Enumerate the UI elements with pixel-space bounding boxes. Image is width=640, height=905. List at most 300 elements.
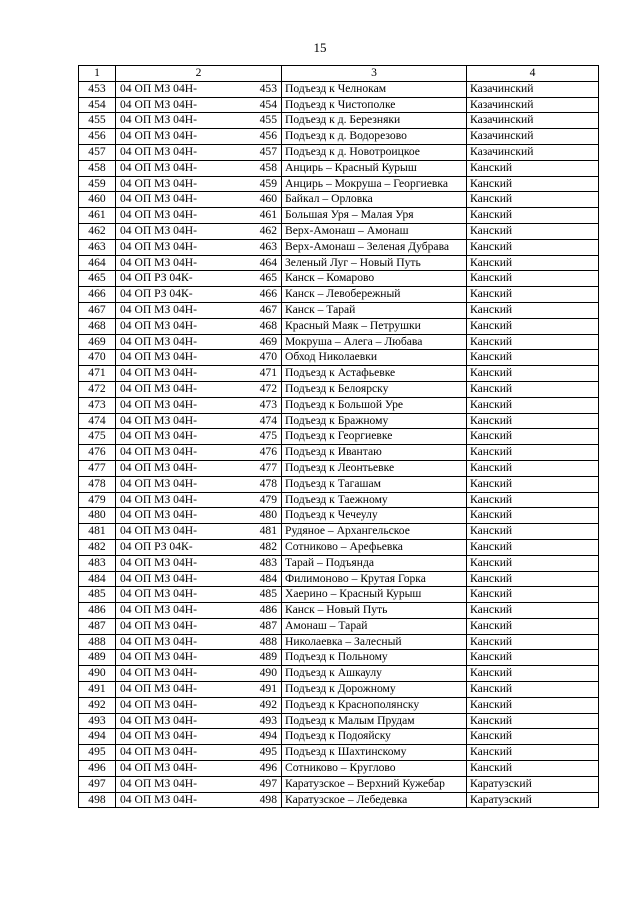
district-cell: Казачинский xyxy=(467,81,599,97)
road-code-index: 492 xyxy=(259,697,277,711)
road-code-index: 480 xyxy=(259,508,277,522)
road-code-prefix: 04 ОП МЗ 04Н- xyxy=(120,81,197,95)
road-code-cell xyxy=(116,618,282,634)
row-number-cell: 460 xyxy=(79,192,116,208)
road-name-cell: Верх-Амонаш – Зеленая Дубрава xyxy=(282,239,467,255)
road-code-index: 479 xyxy=(259,492,277,506)
road-code-cell xyxy=(116,776,282,792)
district-cell: Каратузский xyxy=(467,776,599,792)
road-code-cell xyxy=(116,492,282,508)
row-number-cell: 476 xyxy=(79,445,116,461)
table-header-row xyxy=(79,66,599,82)
table-row xyxy=(79,508,599,524)
road-name-cell: Хаерино – Красный Курыш xyxy=(282,587,467,603)
roads-table xyxy=(78,65,599,808)
road-code-cell xyxy=(116,555,282,571)
table-row xyxy=(79,302,599,318)
road-code-index: 453 xyxy=(259,81,277,95)
table-row xyxy=(79,445,599,461)
district-cell: Канский xyxy=(467,587,599,603)
row-number-cell: 477 xyxy=(79,460,116,476)
road-code-index: 495 xyxy=(259,745,277,759)
table-row xyxy=(79,745,599,761)
district-cell: Казачинский xyxy=(467,113,599,129)
road-code-index: 478 xyxy=(259,476,277,490)
row-number-cell: 487 xyxy=(79,618,116,634)
table-row xyxy=(79,761,599,777)
district-cell: Канский xyxy=(467,160,599,176)
road-name-cell: Каратузское – Верхний Кужебар xyxy=(282,776,467,792)
road-code-prefix: 04 ОП МЗ 04Н- xyxy=(120,223,197,237)
row-number-cell: 484 xyxy=(79,571,116,587)
district-cell: Канский xyxy=(467,508,599,524)
road-code-index: 483 xyxy=(259,555,277,569)
district-cell: Канский xyxy=(467,255,599,271)
road-code-prefix: 04 ОП МЗ 04Н- xyxy=(120,176,197,190)
road-code-cell xyxy=(116,745,282,761)
road-name-cell: Подъезд к Польному xyxy=(282,650,467,666)
road-code-cell xyxy=(116,476,282,492)
road-code-prefix: 04 ОП МЗ 04Н- xyxy=(120,618,197,632)
road-name-cell: Подъезд к Белоярску xyxy=(282,381,467,397)
table-row xyxy=(79,713,599,729)
row-number-cell: 471 xyxy=(79,366,116,382)
district-cell: Канский xyxy=(467,239,599,255)
row-number-cell: 459 xyxy=(79,176,116,192)
table-row xyxy=(79,618,599,634)
row-number-cell: 462 xyxy=(79,223,116,239)
row-number-cell: 458 xyxy=(79,160,116,176)
road-code-prefix: 04 ОП РЗ 04К- xyxy=(120,271,193,285)
road-name-cell: Подъезд к Георгиевке xyxy=(282,429,467,445)
district-cell: Канский xyxy=(467,287,599,303)
row-number-cell: 491 xyxy=(79,682,116,698)
table-row xyxy=(79,318,599,334)
table-row xyxy=(79,682,599,698)
road-code-cell xyxy=(116,97,282,113)
column-header: 2 xyxy=(116,66,282,82)
row-number-cell: 494 xyxy=(79,729,116,745)
row-number-cell: 474 xyxy=(79,413,116,429)
road-name-cell: Подъезд к д. Березняки xyxy=(282,113,467,129)
road-name-cell: Подъезд к Подояйску xyxy=(282,729,467,745)
road-name-cell: Подъезд к Чечеулу xyxy=(282,508,467,524)
road-code-cell xyxy=(116,129,282,145)
road-code-prefix: 04 ОП МЗ 04Н- xyxy=(120,239,197,253)
district-cell: Канский xyxy=(467,682,599,698)
road-code-prefix: 04 ОП РЗ 04К- xyxy=(120,287,193,301)
road-name-cell: Подъезд к Тагашам xyxy=(282,476,467,492)
page-number: 15 xyxy=(313,40,327,55)
district-cell: Канский xyxy=(467,381,599,397)
district-cell: Канский xyxy=(467,729,599,745)
table-row xyxy=(79,539,599,555)
road-code-cell xyxy=(116,271,282,287)
table-row xyxy=(79,571,599,587)
table-row xyxy=(79,650,599,666)
column-header: 1 xyxy=(79,66,116,82)
row-number-cell: 453 xyxy=(79,81,116,97)
road-code-index: 489 xyxy=(259,650,277,664)
road-name-cell: Канск – Левобережный xyxy=(282,287,467,303)
district-cell: Канский xyxy=(467,302,599,318)
road-code-prefix: 04 ОП МЗ 04Н- xyxy=(120,776,197,790)
road-code-cell xyxy=(116,697,282,713)
district-cell: Канский xyxy=(467,366,599,382)
road-code-prefix: 04 ОП МЗ 04Н- xyxy=(120,334,197,348)
road-code-cell xyxy=(116,239,282,255)
table-row xyxy=(79,350,599,366)
district-cell: Канский xyxy=(467,445,599,461)
district-cell: Канский xyxy=(467,745,599,761)
table-row xyxy=(79,492,599,508)
row-number-cell: 483 xyxy=(79,555,116,571)
road-name-cell: Байкал – Орловка xyxy=(282,192,467,208)
road-name-cell: Обход Николаевки xyxy=(282,350,467,366)
road-code-cell xyxy=(116,508,282,524)
road-code-cell xyxy=(116,524,282,540)
road-name-cell: Канск – Новый Путь xyxy=(282,603,467,619)
district-cell: Канский xyxy=(467,761,599,777)
road-code-index: 491 xyxy=(259,682,277,696)
table-row xyxy=(79,81,599,97)
road-code-index: 485 xyxy=(259,587,277,601)
district-cell: Канский xyxy=(467,492,599,508)
table-row xyxy=(79,524,599,540)
road-code-prefix: 04 ОП МЗ 04Н- xyxy=(120,192,197,206)
road-name-cell: Амонаш – Тарай xyxy=(282,618,467,634)
road-name-cell: Сотниково – Арефьевка xyxy=(282,539,467,555)
district-cell: Канский xyxy=(467,397,599,413)
row-number-cell: 467 xyxy=(79,302,116,318)
road-code-cell xyxy=(116,302,282,318)
road-code-cell xyxy=(116,429,282,445)
road-name-cell: Мокруша – Алега – Любава xyxy=(282,334,467,350)
row-number-cell: 497 xyxy=(79,776,116,792)
road-code-prefix: 04 ОП МЗ 04Н- xyxy=(120,413,197,427)
road-code-prefix: 04 ОП МЗ 04Н- xyxy=(120,587,197,601)
table-row xyxy=(79,129,599,145)
road-code-cell xyxy=(116,682,282,698)
road-code-cell xyxy=(116,350,282,366)
district-cell: Канский xyxy=(467,539,599,555)
road-code-prefix: 04 ОП МЗ 04Н- xyxy=(120,492,197,506)
column-header: 3 xyxy=(282,66,467,82)
road-code-index: 465 xyxy=(259,271,277,285)
table-row xyxy=(79,381,599,397)
road-code-index: 471 xyxy=(259,366,277,380)
district-cell: Каратузский xyxy=(467,792,599,808)
road-code-cell xyxy=(116,792,282,808)
road-code-prefix: 04 ОП МЗ 04Н- xyxy=(120,650,197,664)
row-number-cell: 465 xyxy=(79,271,116,287)
table-row xyxy=(79,413,599,429)
row-number-cell: 461 xyxy=(79,208,116,224)
district-cell: Канский xyxy=(467,334,599,350)
district-cell: Канский xyxy=(467,634,599,650)
row-number-cell: 472 xyxy=(79,381,116,397)
row-number-cell: 455 xyxy=(79,113,116,129)
table-row xyxy=(79,144,599,160)
road-name-cell: Канск – Тарай xyxy=(282,302,467,318)
road-code-index: 490 xyxy=(259,666,277,680)
row-number-cell: 485 xyxy=(79,587,116,603)
district-cell: Канский xyxy=(467,666,599,682)
road-code-cell xyxy=(116,713,282,729)
district-cell: Канский xyxy=(467,555,599,571)
row-number-cell: 456 xyxy=(79,129,116,145)
district-cell: Канский xyxy=(467,350,599,366)
road-code-prefix: 04 ОП МЗ 04Н- xyxy=(120,792,197,806)
table-row xyxy=(79,476,599,492)
road-code-prefix: 04 ОП МЗ 04Н- xyxy=(120,397,197,411)
district-cell: Канский xyxy=(467,318,599,334)
table-row xyxy=(79,97,599,113)
district-cell: Канский xyxy=(467,413,599,429)
road-code-index: 468 xyxy=(259,318,277,332)
row-number-cell: 495 xyxy=(79,745,116,761)
table-body xyxy=(79,81,599,808)
row-number-cell: 489 xyxy=(79,650,116,666)
road-code-index: 464 xyxy=(259,255,277,269)
road-code-index: 462 xyxy=(259,223,277,237)
road-code-cell xyxy=(116,445,282,461)
road-code-index: 493 xyxy=(259,713,277,727)
district-cell: Канский xyxy=(467,192,599,208)
road-code-index: 459 xyxy=(259,176,277,190)
road-code-prefix: 04 ОП МЗ 04Н- xyxy=(120,366,197,380)
road-name-cell: Рудяное – Архангельское xyxy=(282,524,467,540)
road-code-index: 467 xyxy=(259,302,277,316)
road-name-cell: Филимоново – Крутая Горка xyxy=(282,571,467,587)
row-number-cell: 481 xyxy=(79,524,116,540)
road-code-prefix: 04 ОП МЗ 04Н- xyxy=(120,318,197,332)
district-cell: Канский xyxy=(467,271,599,287)
road-code-prefix: 04 ОП МЗ 04Н- xyxy=(120,208,197,222)
road-code-prefix: 04 ОП МЗ 04Н- xyxy=(120,745,197,759)
row-number-cell: 463 xyxy=(79,239,116,255)
table-row xyxy=(79,792,599,808)
district-cell: Казачинский xyxy=(467,144,599,160)
road-name-cell: Подъезд к д. Новотроицкое xyxy=(282,144,467,160)
district-cell: Канский xyxy=(467,603,599,619)
road-code-index: 496 xyxy=(259,761,277,775)
row-number-cell: 482 xyxy=(79,539,116,555)
road-code-cell xyxy=(116,81,282,97)
road-name-cell: Зеленый Луг – Новый Путь xyxy=(282,255,467,271)
table-row xyxy=(79,239,599,255)
district-cell: Казачинский xyxy=(467,129,599,145)
district-cell: Канский xyxy=(467,618,599,634)
table-row xyxy=(79,776,599,792)
table-row xyxy=(79,334,599,350)
road-code-index: 466 xyxy=(259,287,277,301)
road-name-cell: Подъезд к Челнокам xyxy=(282,81,467,97)
road-code-index: 469 xyxy=(259,334,277,348)
road-name-cell: Сотниково – Круглово xyxy=(282,761,467,777)
road-code-prefix: 04 ОП МЗ 04Н- xyxy=(120,508,197,522)
road-name-cell: Подъезд к Чистополке xyxy=(282,97,467,113)
row-number-cell: 480 xyxy=(79,508,116,524)
road-code-cell xyxy=(116,318,282,334)
road-code-prefix: 04 ОП МЗ 04Н- xyxy=(120,713,197,727)
table-row xyxy=(79,603,599,619)
road-code-cell xyxy=(116,587,282,603)
road-name-cell: Каратузское – Лебедевка xyxy=(282,792,467,808)
road-code-index: 477 xyxy=(259,460,277,474)
district-cell: Канский xyxy=(467,713,599,729)
road-code-cell xyxy=(116,287,282,303)
road-name-cell: Подъезд к Леонтьевке xyxy=(282,460,467,476)
road-code-index: 474 xyxy=(259,413,277,427)
road-code-index: 454 xyxy=(259,97,277,111)
road-code-cell xyxy=(116,413,282,429)
road-code-index: 482 xyxy=(259,539,277,553)
road-code-cell xyxy=(116,761,282,777)
row-number-cell: 492 xyxy=(79,697,116,713)
road-name-cell: Подъезд к Дорожному xyxy=(282,682,467,698)
table-row xyxy=(79,113,599,129)
table-row xyxy=(79,429,599,445)
road-code-prefix: 04 ОП МЗ 04Н- xyxy=(120,445,197,459)
road-code-index: 475 xyxy=(259,429,277,443)
road-name-cell: Большая Уря – Малая Уря xyxy=(282,208,467,224)
road-code-prefix: 04 ОП МЗ 04Н- xyxy=(120,697,197,711)
road-code-prefix: 04 ОП МЗ 04Н- xyxy=(120,144,197,158)
district-cell: Канский xyxy=(467,571,599,587)
table-row xyxy=(79,729,599,745)
row-number-cell: 475 xyxy=(79,429,116,445)
table-row xyxy=(79,366,599,382)
row-number-cell: 468 xyxy=(79,318,116,334)
table-row xyxy=(79,587,599,603)
row-number-cell: 493 xyxy=(79,713,116,729)
district-cell: Канский xyxy=(467,697,599,713)
table-row xyxy=(79,397,599,413)
road-code-cell xyxy=(116,539,282,555)
road-code-cell xyxy=(116,381,282,397)
road-code-index: 484 xyxy=(259,571,277,585)
table-row xyxy=(79,697,599,713)
road-code-index: 463 xyxy=(259,239,277,253)
district-cell: Канский xyxy=(467,208,599,224)
row-number-cell: 490 xyxy=(79,666,116,682)
road-code-cell xyxy=(116,571,282,587)
road-code-prefix: 04 ОП МЗ 04Н- xyxy=(120,476,197,490)
district-cell: Канский xyxy=(467,460,599,476)
road-code-cell xyxy=(116,160,282,176)
road-code-index: 461 xyxy=(259,208,277,222)
table-row xyxy=(79,666,599,682)
road-name-cell: Анцирь – Красный Курыш xyxy=(282,160,467,176)
road-code-prefix: 04 ОП МЗ 04Н- xyxy=(120,460,197,474)
road-code-index: 470 xyxy=(259,350,277,364)
road-name-cell: Подъезд к Астафьевке xyxy=(282,366,467,382)
road-code-prefix: 04 ОП МЗ 04Н- xyxy=(120,524,197,538)
road-name-cell: Подъезд к Ивантаю xyxy=(282,445,467,461)
road-code-index: 481 xyxy=(259,524,277,538)
road-code-index: 476 xyxy=(259,445,277,459)
road-code-prefix: 04 ОП МЗ 04Н- xyxy=(120,381,197,395)
road-code-index: 494 xyxy=(259,729,277,743)
row-number-cell: 478 xyxy=(79,476,116,492)
district-cell: Канский xyxy=(467,223,599,239)
road-code-cell xyxy=(116,255,282,271)
row-number-cell: 457 xyxy=(79,144,116,160)
row-number-cell: 470 xyxy=(79,350,116,366)
road-name-cell: Подъезд к Таежному xyxy=(282,492,467,508)
road-name-cell: Подъезд к Бражному xyxy=(282,413,467,429)
row-number-cell: 479 xyxy=(79,492,116,508)
road-name-cell: Канск – Комарово xyxy=(282,271,467,287)
table-row xyxy=(79,287,599,303)
road-name-cell: Николаевка – Залесный xyxy=(282,634,467,650)
road-code-prefix: 04 ОП МЗ 04Н- xyxy=(120,555,197,569)
district-cell: Канский xyxy=(467,176,599,192)
road-name-cell: Красный Маяк – Петрушки xyxy=(282,318,467,334)
road-code-prefix: 04 ОП РЗ 04К- xyxy=(120,539,193,553)
road-code-prefix: 04 ОП МЗ 04Н- xyxy=(120,603,197,617)
road-code-prefix: 04 ОП МЗ 04Н- xyxy=(120,634,197,648)
table-row xyxy=(79,208,599,224)
table-row xyxy=(79,176,599,192)
road-code-cell xyxy=(116,650,282,666)
row-number-cell: 464 xyxy=(79,255,116,271)
road-code-cell xyxy=(116,192,282,208)
road-code-cell xyxy=(116,113,282,129)
road-code-index: 498 xyxy=(259,792,277,806)
table-row xyxy=(79,271,599,287)
road-code-index: 497 xyxy=(259,776,277,790)
table-row xyxy=(79,555,599,571)
table-row xyxy=(79,223,599,239)
road-code-cell xyxy=(116,397,282,413)
district-cell: Канский xyxy=(467,429,599,445)
road-code-cell xyxy=(116,366,282,382)
row-number-cell: 454 xyxy=(79,97,116,113)
road-code-prefix: 04 ОП МЗ 04Н- xyxy=(120,129,197,143)
road-name-cell: Подъезд к Шахтинскому xyxy=(282,745,467,761)
row-number-cell: 466 xyxy=(79,287,116,303)
road-code-cell xyxy=(116,634,282,650)
road-code-prefix: 04 ОП МЗ 04Н- xyxy=(120,429,197,443)
road-code-cell xyxy=(116,603,282,619)
row-number-cell: 496 xyxy=(79,761,116,777)
road-name-cell: Подъезд к Ашкаулу xyxy=(282,666,467,682)
road-code-index: 473 xyxy=(259,397,277,411)
district-cell: Канский xyxy=(467,650,599,666)
table-row xyxy=(79,255,599,271)
road-code-index: 488 xyxy=(259,634,277,648)
road-code-cell xyxy=(116,223,282,239)
road-name-cell: Верх-Амонаш – Амонаш xyxy=(282,223,467,239)
road-code-cell xyxy=(116,176,282,192)
row-number-cell: 498 xyxy=(79,792,116,808)
road-code-prefix: 04 ОП МЗ 04Н- xyxy=(120,255,197,269)
road-code-index: 458 xyxy=(259,160,277,174)
row-number-cell: 488 xyxy=(79,634,116,650)
road-code-prefix: 04 ОП МЗ 04Н- xyxy=(120,97,197,111)
road-name-cell: Анцирь – Мокруша – Георгиевка xyxy=(282,176,467,192)
road-code-cell xyxy=(116,334,282,350)
road-name-cell: Подъезд к д. Водорезово xyxy=(282,129,467,145)
road-code-index: 460 xyxy=(259,192,277,206)
district-cell: Канский xyxy=(467,476,599,492)
road-code-prefix: 04 ОП МЗ 04Н- xyxy=(120,113,197,127)
district-cell: Казачинский xyxy=(467,97,599,113)
road-code-cell xyxy=(116,208,282,224)
road-code-prefix: 04 ОП МЗ 04Н- xyxy=(120,571,197,585)
